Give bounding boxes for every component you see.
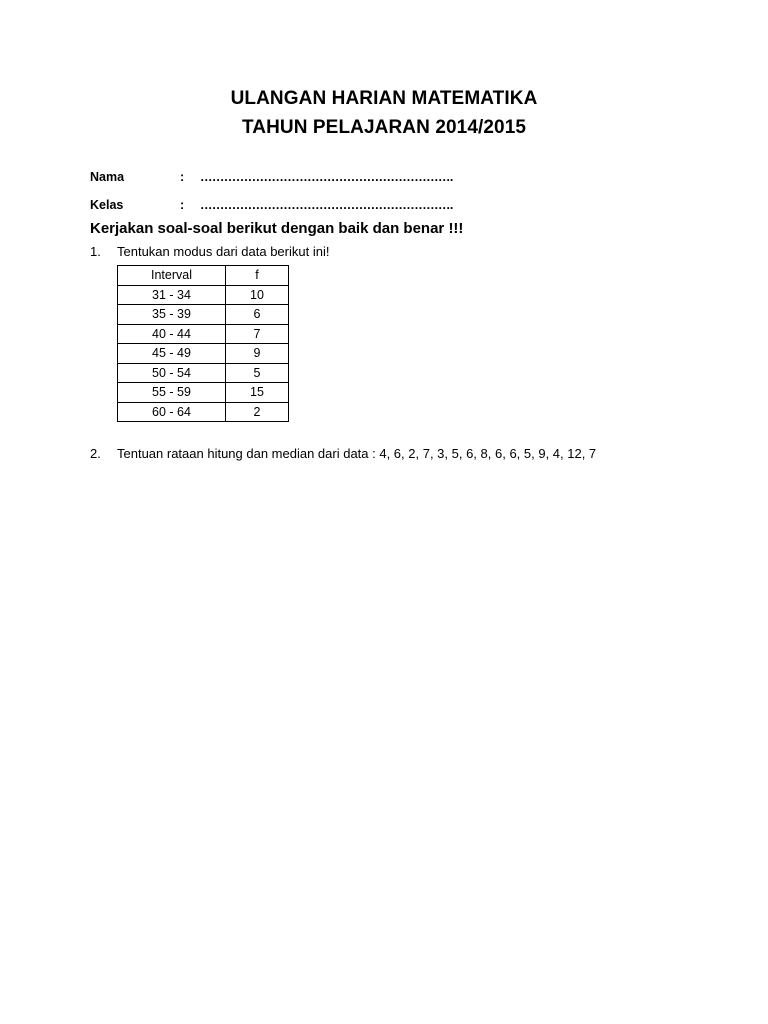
table-row: [118, 383, 289, 403]
table-row: [118, 402, 289, 422]
question-1-text: Tentukan modus dari data berikut ini!: [117, 244, 330, 259]
frequency-table: [117, 265, 289, 422]
table-header-row: [118, 266, 289, 286]
table-row: [118, 344, 289, 364]
interval-cell: 45 - 49: [118, 344, 226, 364]
interval-cell: 60 - 64: [118, 402, 226, 422]
interval-cell: 50 - 54: [118, 363, 226, 383]
interval-cell: 31 - 34: [118, 285, 226, 305]
table-row: [118, 285, 289, 305]
interval-cell: 40 - 44: [118, 324, 226, 344]
frequency-cell: 9: [226, 344, 289, 364]
kelas-label: Kelas: [90, 198, 124, 212]
page-subtitle: TAHUN PELAJARAN 2014/2015: [241, 117, 527, 138]
question-2-number: 2.: [90, 446, 101, 461]
header-f: f: [226, 266, 289, 286]
table-row: [118, 305, 289, 325]
table-row: [118, 324, 289, 344]
nama-colon: :: [180, 170, 185, 184]
kelas-blank-line: ……………………………………………………….: [200, 198, 453, 212]
kelas-colon: :: [180, 198, 185, 212]
table-row: [118, 363, 289, 383]
header-interval: Interval: [118, 266, 226, 286]
frequency-cell: 15: [226, 383, 289, 403]
interval-cell: 35 - 39: [118, 305, 226, 325]
frequency-cell: 2: [226, 402, 289, 422]
frequency-cell: 10: [226, 285, 289, 305]
frequency-cell: 5: [226, 363, 289, 383]
nama-label: Nama: [90, 170, 125, 184]
page-title: ULANGAN HARIAN MATEMATIKA: [230, 88, 538, 109]
nama-field: [90, 170, 453, 186]
question-1-number: 1.: [90, 244, 101, 259]
question-2-text: Tentuan rataan hitung dan median dari data : 4, 6, 2, 7, 3, 5, 6, 8, 6, 6, 5, 9, 4, 12, 7: [117, 446, 597, 461]
nama-blank-line: ……………………………………………………….: [200, 170, 453, 184]
kelas-field: [90, 198, 453, 214]
instruction-text: Kerjakan soal-soal berikut dengan baik dan benar !!!: [90, 220, 464, 237]
frequency-cell: 7: [226, 324, 289, 344]
interval-cell: 55 - 59: [118, 383, 226, 403]
frequency-cell: 6: [226, 305, 289, 325]
